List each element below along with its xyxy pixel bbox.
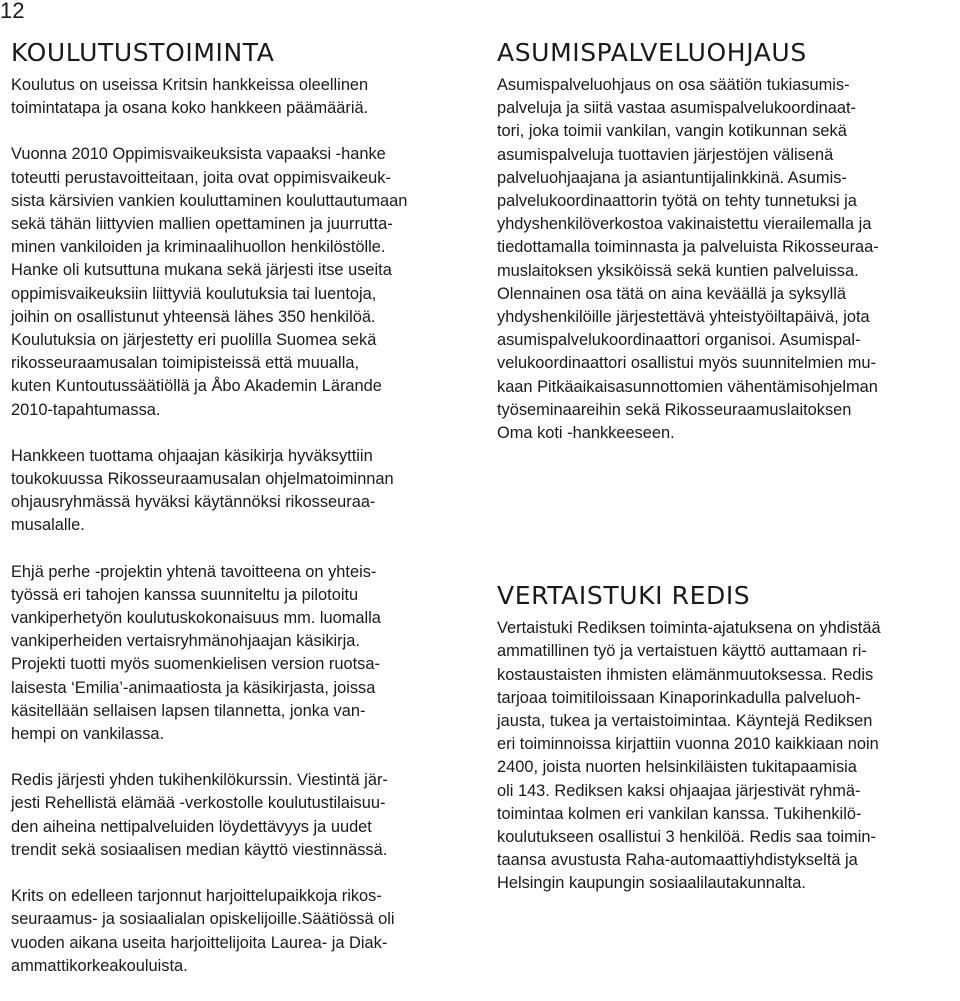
section-spacer xyxy=(497,468,949,581)
text-line: velukoordinaattori osallistui myös suunnitelmien mu- xyxy=(497,354,876,373)
text-line: yhdyshenkilöverkostoa vakinaistettu vierailemalla ja xyxy=(497,215,872,234)
text-line: vankiperheiden vertaisryhmänohjaajan käsikirja. xyxy=(11,632,360,651)
text-line: tarjoaa toimitiloissaan Kinaporinkadulla palveluoh- xyxy=(497,688,861,707)
text-line: koulutukseen osallistui 3 henkilöä. Redis saa toimin- xyxy=(497,828,877,847)
text-line: oli 143. Rediksen kaksi ohjaajaa järjestivät ryhmä- xyxy=(497,781,861,800)
text-line: asumispalvelukoordinaattori organisoi. Asumispal- xyxy=(497,331,861,350)
text-line: palvelukoordinaattorin työtä on tehty tunnetuksi ja xyxy=(497,192,857,211)
paragraph xyxy=(497,74,949,445)
text-line: sista kärsivien vankien kouluttaminen kouluttautumaan xyxy=(11,191,408,210)
text-line: rikosseuraamusalan toimipisteissä että muualla, xyxy=(11,354,360,373)
text-line: ohjausryhmässä hyväksi käytännöksi rikosseuraa- xyxy=(11,493,376,512)
text-line: Olennainen osa tätä on aina keväällä ja syksyllä xyxy=(497,284,846,303)
text-line: vuoden aikana useita harjoittelijoita Laurea- ja Diak- xyxy=(11,933,388,952)
text-line: palveluja ja siitä vastaa asumispalvelukoordinaat- xyxy=(497,99,856,118)
text-line: työssä eri tahojen kanssa suunniteltu ja pilotoitu xyxy=(11,585,359,604)
text-line: ammattikorkeakouluista. xyxy=(11,956,188,975)
paragraph xyxy=(11,445,473,538)
text-line: trendit sekä sosiaalisen median käyttö viestinnässä. xyxy=(11,840,388,859)
text-line: Krits on edelleen tarjonnut harjoittelupaikkoja rikos- xyxy=(11,887,382,906)
text-line: minen vankiloiden ja kriminaalihuollon henkilöstölle. xyxy=(11,238,386,257)
text-line: Koulutuksia on järjestetty eri puolilla Suomea sekä xyxy=(11,331,377,350)
text-line: Hankkeen tuottama ohjaajan käsikirja hyväksyttiin xyxy=(11,446,373,465)
text-line: vankiperhetyön koulutuskokonaisuus mm. luomalla xyxy=(11,609,381,628)
text-line: muslaitoksen yksiköissä sekä kuntien palveluissa. xyxy=(497,261,859,280)
text-line: toimintaa kolmen eri vankilan kanssa. Tukihenkilö- xyxy=(497,804,862,823)
heading-koulutustoiminta: KOULUTUSTOIMINTA xyxy=(11,38,275,67)
text-line: asumispalveluja tuottavien järjestöjen välisenä xyxy=(497,145,834,164)
text-line: Asumispalveluohjaus on osa säätiön tukiasumis- xyxy=(497,76,850,94)
text-line: laisesta ‘Emilia’-animaatiosta ja käsikirjasta, joissa xyxy=(11,678,376,697)
text-line: taansa avustusta Raha-automaattiyhdistykseltä ja xyxy=(497,851,858,870)
text-line: tori, joka toimii vankilan, vangin kotikunnan sekä xyxy=(497,122,847,141)
text-line: 2400, joista nuorten helsinkiläisten tukitapaamisia xyxy=(497,758,857,777)
text-line: toimintatapa ja osana koko hankkeen päämääriä. xyxy=(11,99,369,118)
text-line: Vertaistuki Rediksen toiminta-ajatuksena on yhdistää xyxy=(497,619,881,638)
text-line: yhdyshenkilöille järjestettävä yhteistyöiltapäivä, jota xyxy=(497,308,870,327)
left-column xyxy=(11,38,473,1001)
text-line: kuten Kuntoutussäätiöllä ja Åbo Akademin Lärande xyxy=(11,377,382,396)
text-line: Ehjä perhe -projektin yhtenä tavoitteena on yhteis- xyxy=(11,562,377,581)
paragraph xyxy=(11,74,473,120)
text-line: Vuonna 2010 Oppimisvaikeuksista vapaaksi -hanke xyxy=(11,145,386,164)
paragraph xyxy=(11,885,473,978)
heading-vertaistuki-redis: VERTAISTUKI REDIS xyxy=(497,581,751,611)
text-line: eri toiminnoissa kirjattiin vuonna 2010 kaikkiaan noin xyxy=(497,735,879,754)
paragraph xyxy=(11,769,473,862)
text-line: kostaustaisten ihmisten elämänmuutoksessa. Redis xyxy=(497,665,874,684)
text-line: joihin on osallistunut yhteensä lähes 350 henkilöä. xyxy=(11,307,376,326)
text-line: Oma koti -hankkeeseen. xyxy=(497,424,675,443)
text-line: Redis järjesti yhden tukihenkilökurssin. Viestintä jär- xyxy=(11,771,388,790)
right-column xyxy=(497,38,949,919)
text-line: seuraamus- ja sosiaalialan opiskelijoille.Säätiössä oli xyxy=(11,910,395,929)
page-number: 12 xyxy=(0,0,25,23)
text-line: ammatillinen työ ja vertaistuen käyttö auttamaan ri- xyxy=(497,642,867,661)
paragraph xyxy=(11,143,473,421)
text-line: palveluohjaajana ja asiantuntijalinkkinä. Asumis- xyxy=(497,168,847,187)
text-line: toteutti perustavoitteitaan, joita ovat oppimisvaikeuk- xyxy=(11,168,391,187)
paragraph xyxy=(497,617,949,895)
text-line: musalalle. xyxy=(11,516,85,535)
text-line: hempi on vankilassa. xyxy=(11,725,165,744)
text-line: Hanke oli kutsuttuna mukana sekä järjesti itse useita xyxy=(11,261,392,280)
text-line: työseminaareihin sekä Rikosseuraamuslaitoksen xyxy=(497,400,852,419)
text-line: sekä tähän liittyvien mallien opettaminen ja juurrutta- xyxy=(11,215,393,234)
text-line: den aiheina nettipalveluiden löydettävyys ja uudet xyxy=(11,817,372,836)
text-line: tiedottamalla toiminnasta ja palveluista Rikosseuraa- xyxy=(497,238,879,257)
heading-asumispalveluohjaus: ASUMISPALVELUOHJAUS xyxy=(497,38,807,67)
text-line: jesti Rehellistä elämää -verkostolle koulutustilaisuu- xyxy=(11,794,386,813)
text-line: Koulutus on useissa Kritsin hankkeissa oleellinen xyxy=(11,76,369,94)
text-line: kaan Pitkäaikaisasunnottomien vähentämisohjelman xyxy=(497,377,878,396)
text-line: jausta, tukea ja vertaistoimintaa. Käyntejä Rediksen xyxy=(497,712,873,731)
text-line: Helsingin kaupungin sosiaalilautakunnalta. xyxy=(497,874,806,893)
text-line: käsitellään sellaisen lapsen tilannetta, jonka van- xyxy=(11,701,366,720)
text-line: Projekti tuotti myös suomenkielisen version ruotsa- xyxy=(11,655,380,674)
text-line: oppimisvaikeuksiin liittyviä koulutuksia tai luentoja, xyxy=(11,284,377,303)
text-line: 2010-tapahtumassa. xyxy=(11,400,161,419)
paragraph xyxy=(11,561,473,747)
text-line: toukokuussa Rikosseuraamusalan ohjelmatoiminnan xyxy=(11,470,394,489)
